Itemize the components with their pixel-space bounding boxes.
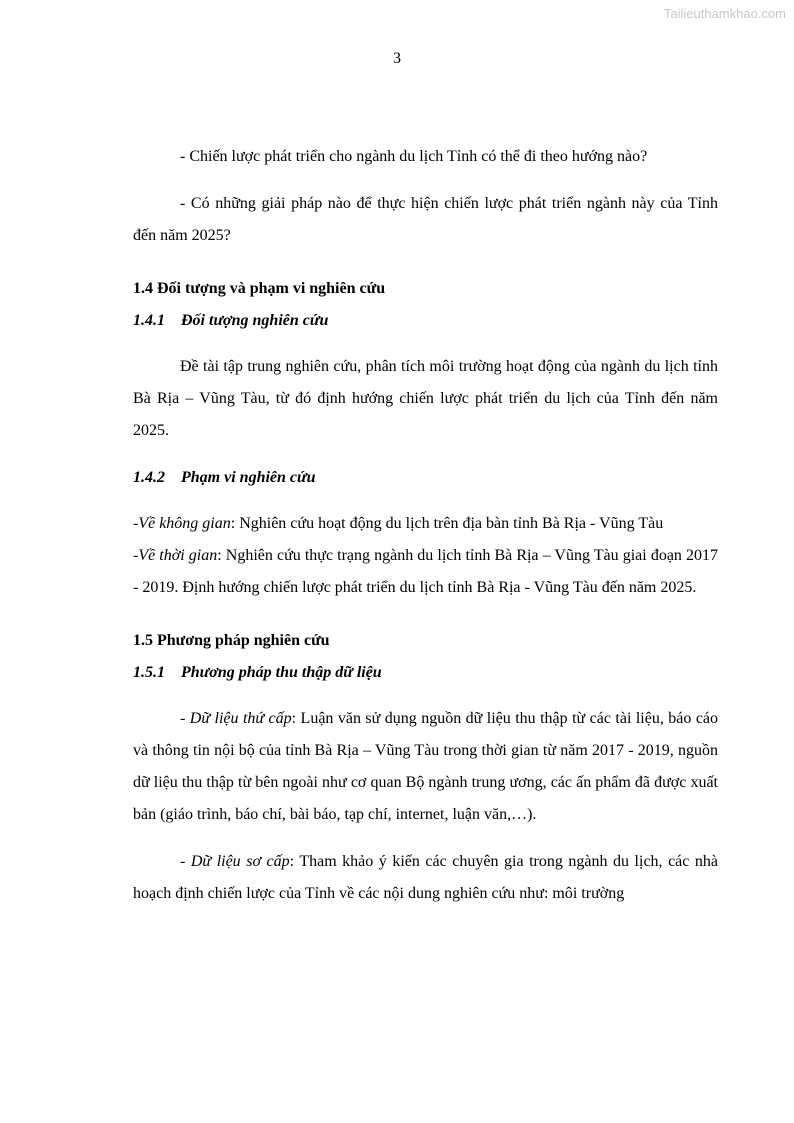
section-1-4-2-title: Phạm vi nghiên cứu (181, 469, 316, 486)
primary-data-paragraph (133, 846, 718, 910)
question-strategy: - Chiến lược phát triển cho ngành du lịch Tỉnh có thể đi theo hướng nào? (180, 148, 648, 165)
section-1-5-1-number: 1.5.1 (133, 664, 165, 681)
document-body (133, 141, 718, 910)
section-1-5-1-heading (133, 657, 718, 689)
secondary-data-paragraph (133, 703, 718, 831)
secondary-data-text: : Luận văn sử dụng nguồn dữ liệu thu thập từ các tài liệu, báo cáo và thông tin nội bộ của tỉnh Bà Rịa – Vũng Tàu trong thời gian từ năm 2017 - 2019, nguồn dữ liệu thu thập từ bên ngoài như cơ quan Bộ ngành trung ương, các ấn phẩm đã được xuất bản (giáo trình, báo chí, bài báo, tạp chí, internet, luận văn,…). (133, 710, 719, 823)
watermark: Tailieuthamkhao.com (663, 6, 786, 21)
scope-time-label: Về thời gian (138, 547, 218, 564)
section-1-4-1-title: Đối tượng nghiên cứu (181, 312, 329, 329)
scope-time-item (133, 540, 718, 604)
secondary-data-prefix: - (180, 710, 190, 727)
scope-space-text: : Nghiên cứu hoạt động du lịch trên địa bàn tỉnh Bà Rịa - Vũng Tàu (230, 515, 664, 532)
section-1-4-2-number: 1.4.2 (133, 469, 165, 486)
section-1-4-heading: 1.4 Đối tượng và phạm vi nghiên cứu (133, 280, 386, 297)
scope-time-text: : Nghiên cứu thực trạng ngành du lịch tỉnh Bà Rịa – Vũng Tàu giai đoạn 2017 - 2019. Định hướng chiến lược phát triển du lịch tỉnh Bà Rịa - Vũng Tàu đến năm 2025. (133, 547, 719, 596)
scope-space-item (133, 508, 718, 540)
section-1-4-1-paragraph: Đề tài tập trung nghiên cứu, phân tích môi trường hoạt động của ngành du lịch tỉnh Bà Rịa – Vũng Tàu, từ đó định hướng chiến lược phát triển du lịch của Tỉnh đến năm 2025. (133, 358, 718, 439)
list-dash: - (133, 547, 139, 564)
section-1-5-1-title: Phương pháp thu thập dữ liệu (181, 664, 382, 681)
secondary-data-label: Dữ liệu thứ cấp (189, 710, 292, 727)
section-1-4-1-number: 1.4.1 (133, 312, 165, 329)
page-number: 3 (393, 50, 401, 67)
primary-data-text: : Tham khảo ý kiến các chuyên gia trong ngành du lịch, các nhà hoạch định chiến lược của Tỉnh về các nội dung nghiên cứu như: môi trường (133, 853, 719, 902)
scope-space-label: Về không gian (138, 515, 231, 532)
section-1-5-heading: 1.5 Phương pháp nghiên cứu (133, 632, 330, 649)
question-solutions: - Có những giải pháp nào để thực hiện chiến lược phát triển ngành này của Tỉnh đến năm 2025? (133, 195, 718, 244)
primary-data-label: Dữ liệu sơ cấp (190, 853, 290, 870)
section-1-4-1-heading (133, 305, 718, 337)
section-1-4-2-heading (133, 462, 718, 494)
list-dash: - (133, 515, 139, 532)
primary-data-prefix: - (180, 853, 191, 870)
